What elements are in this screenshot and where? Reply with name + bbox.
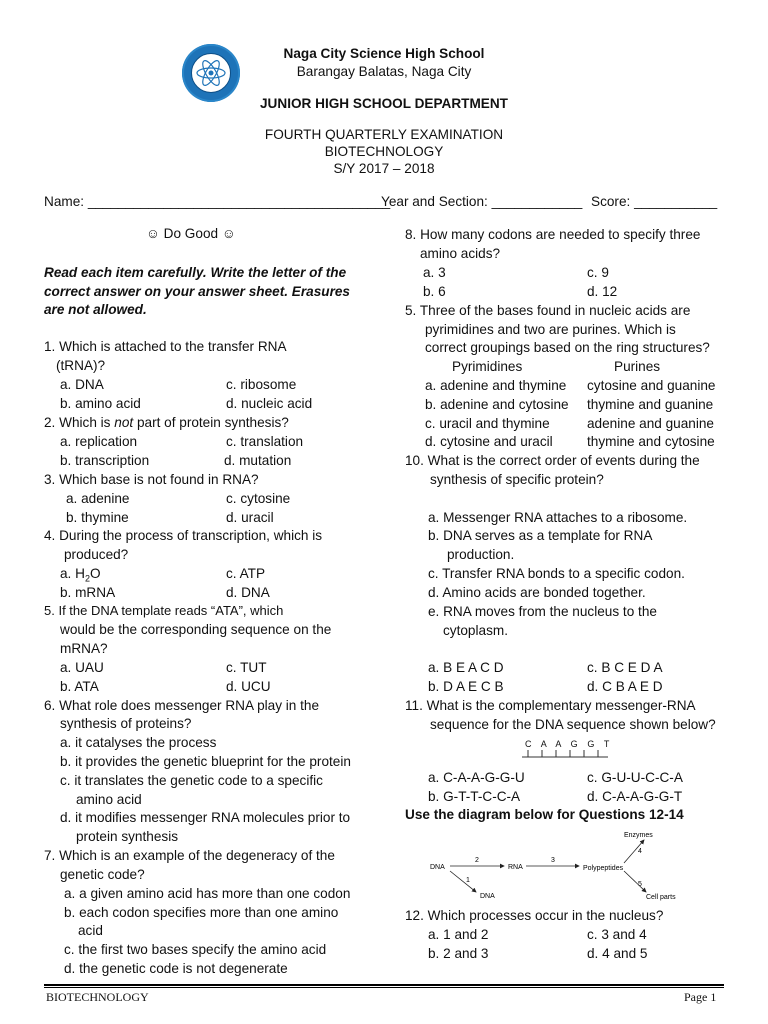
q12-option-d: d. 4 and 5 [587, 946, 648, 961]
q10-stem-2: synthesis of specific protein? [430, 472, 604, 487]
subject-title: BIOTECHNOLOGY [324, 144, 444, 159]
q12-stem: 12. Which processes occur in the nucleus? [405, 908, 664, 923]
diagram-label-polypeptides: Polypeptides [583, 865, 624, 872]
q10-event-e: e. RNA moves from the nucleus to the [428, 604, 657, 619]
q5-stem-2: would be the corresponding sequence on the [60, 622, 332, 637]
name-field[interactable]: Name: ________________________________________ [44, 194, 391, 209]
q9-header-purines: Purines [614, 359, 661, 374]
q11-stem: 11. What is the complementary messenger-RNA [405, 698, 696, 713]
score-field[interactable]: Score: ___________ [591, 194, 718, 209]
q8-stem-2: amino acids? [420, 246, 501, 261]
q3-option-b: b. thymine [66, 510, 129, 525]
q5-option-c: c. TUT [226, 660, 267, 675]
arrow-5 [624, 871, 646, 892]
q9-option-d-pyr: d. cytosine and uracil [425, 434, 553, 449]
q6-stem: 6. What role does messenger RNA play in the [44, 698, 320, 713]
department-title: JUNIOR HIGH SCHOOL DEPARTMENT [260, 96, 508, 111]
q2-option-c: c. translation [226, 434, 304, 449]
diagram-label-cell-parts: Cell parts [646, 894, 676, 901]
q10-event-a: a. Messenger RNA attaches to a ribosome. [428, 510, 688, 525]
footer-rule-thin [44, 987, 724, 988]
q4-stem-2: produced? [64, 547, 129, 562]
q7-stem: 7. Which is an example of the degeneracy of the [44, 848, 335, 863]
q5-stem: 5. If the DNA template reads “ATA”, which [44, 603, 284, 618]
arrow-1-label: 1 [466, 877, 470, 884]
footer-page-number: Page 1 [684, 990, 717, 1004]
q8-option-b: b. 6 [423, 284, 446, 299]
q6-stem-2: synthesis of proteins? [60, 716, 192, 731]
q10-event-e-2: cytoplasm. [443, 623, 508, 638]
q1-stem: 1. Which is attached to the transfer RNA [44, 339, 287, 354]
q4-option-b: b. mRNA [60, 585, 116, 600]
q6-option-b: b. it provides the genetic blueprint for the protein [60, 754, 351, 769]
instructions-line-2: correct answer on your answer sheet. Erasures [44, 284, 350, 299]
school-name: Naga City Science High School [283, 46, 485, 61]
q5-option-d: d. UCU [226, 679, 271, 694]
q10-stem: 10. What is the correct order of events during the [405, 453, 700, 468]
q1-option-b: b. amino acid [60, 396, 141, 411]
q10-option-a: a. B E A C D [428, 660, 504, 675]
arrow-3-label: 3 [551, 857, 555, 864]
q4-option-d: d. DNA [226, 585, 270, 600]
q3-stem: 3. Which base is not found in RNA? [44, 472, 259, 487]
q1-option-c: c. ribosome [226, 377, 297, 392]
q9-option-c-pyr: c. uracil and thymine [425, 416, 550, 431]
q3-option-a: a. adenine [66, 491, 130, 506]
q9-header-pyrimidines: Pyrimidines [452, 359, 523, 374]
q9-option-a-pur: cytosine and guanine [587, 378, 716, 393]
arrow-2-label: 2 [475, 857, 479, 864]
year-section-field[interactable]: Year and Section: ____________ [381, 194, 583, 209]
q6-option-a: a. it catalyses the process [60, 735, 217, 750]
q11-option-c: c. G-U-U-C-C-A [587, 770, 683, 785]
q7-option-b-2: acid [78, 923, 103, 938]
diagram-label-dna-2: DNA [480, 893, 495, 900]
q10-event-b: b. DNA serves as a template for RNA [428, 528, 653, 543]
q9-option-b-pur: thymine and guanine [587, 397, 714, 412]
q11-option-a: a. C-A-A-G-G-U [428, 770, 525, 785]
q3-option-d: d. uracil [226, 510, 274, 525]
q7-option-b: b. each codon specifies more than one amino [64, 905, 339, 920]
q12-option-b: b. 2 and 3 [428, 946, 489, 961]
q1-option-a: a. DNA [60, 377, 104, 392]
q9-stem: 5. Three of the bases found in nucleic acids are [405, 303, 691, 318]
q9-option-d-pur: thymine and cytosine [587, 434, 715, 449]
q9-option-b-pyr: b. adenine and cytosine [425, 397, 569, 412]
q7-option-c: c. the first two bases specify the amino acid [64, 942, 327, 957]
q10-event-b-2: production. [447, 547, 515, 562]
q6-option-c-2: amino acid [76, 792, 142, 807]
q4-option-a: a. $H_2O$ [60, 566, 101, 584]
instructions-line-3: are not allowed. [44, 302, 147, 317]
q6-option-d: d. it modifies messenger RNA molecules prior to [60, 810, 351, 825]
q6-option-c: c. it translates the genetic code to a specific [60, 773, 323, 788]
q5-option-a: a. UAU [60, 660, 104, 675]
q9-option-a-pyr: a. adenine and thymine [425, 378, 567, 393]
q4-stem: 4. During the process of transcription, which is [44, 528, 323, 543]
q1-option-d: d. nucleic acid [226, 396, 313, 411]
q1-stem-2: (tRNA)? [56, 358, 106, 373]
q2-option-d: d. mutation [224, 453, 292, 468]
q7-stem-2: genetic code? [60, 867, 145, 882]
q9-option-c-pur: adenine and guanine [587, 416, 714, 431]
q2-stem: 2. Which is not part of protein synthesis? [44, 415, 289, 430]
q10-event-d: d. Amino acids are bonded together. [428, 585, 646, 600]
arrow-4-label: 4 [638, 848, 642, 855]
q8-option-c: c. 9 [587, 265, 609, 280]
diagram-label-dna: DNA [430, 864, 445, 871]
q10-option-d: d. C B A E D [587, 679, 663, 694]
school-address: Barangay Balatas, Naga City [296, 64, 472, 79]
q8-stem: 8. How many codons are needed to specify three [405, 227, 701, 242]
q8-option-a: a. 3 [423, 265, 446, 280]
q10-option-c: c. B C E D A [587, 660, 663, 675]
q8-option-d: d. 12 [587, 284, 618, 299]
arrow-5-label: 5 [638, 881, 642, 888]
q12-option-a: a. 1 and 2 [428, 927, 489, 942]
motto: ☺ Do Good ☺ [146, 226, 236, 241]
q5-stem-3: mRNA? [60, 641, 108, 656]
q2-option-a: a. replication [60, 434, 138, 449]
q11-option-d: d. C-A-A-G-G-T [587, 789, 683, 804]
diagram-heading: Use the diagram below for Questions 12-14 [405, 807, 684, 822]
q9-stem-3: correct groupings based on the ring structures? [425, 340, 710, 355]
school-year: S/Y 2017 – 2018 [333, 161, 435, 176]
q5-option-b: b. ATA [60, 679, 99, 694]
dna-strand-ticks [520, 749, 610, 759]
q7-option-a: a. a given amino acid has more than one codon [64, 886, 351, 901]
instructions-line-1: Read each item carefully. Write the letter of the [44, 265, 347, 280]
q2-option-b: b. transcription [60, 453, 150, 468]
q11-stem-2: sequence for the DNA sequence shown below? [430, 717, 716, 732]
q12-option-c: c. 3 and 4 [587, 927, 647, 942]
q11-option-b: b. G-T-T-C-C-A [428, 789, 521, 804]
q10-event-c: c. Transfer RNA bonds to a specific codon. [428, 566, 685, 581]
exam-title: FOURTH QUARTERLY EXAMINATION [264, 127, 504, 142]
dna-sequence: C A A G G T [525, 739, 613, 749]
q10-option-b: b. D A E C B [428, 679, 504, 694]
q4-option-c: c. ATP [226, 566, 266, 581]
protein-synthesis-diagram [428, 826, 698, 904]
q9-stem-2: pyrimidines and two are purines. Which is [425, 322, 676, 337]
q3-option-c: c. cytosine [226, 491, 291, 506]
footer-rule [44, 984, 724, 986]
q7-option-d: d. the genetic code is not degenerate [64, 961, 288, 976]
q6-option-d-2: protein synthesis [76, 829, 179, 844]
footer-subject: BIOTECHNOLOGY [46, 990, 149, 1004]
diagram-label-rna: RNA [508, 864, 523, 871]
diagram-label-enzymes: Enzymes [624, 832, 653, 839]
arrow-1 [450, 871, 476, 892]
